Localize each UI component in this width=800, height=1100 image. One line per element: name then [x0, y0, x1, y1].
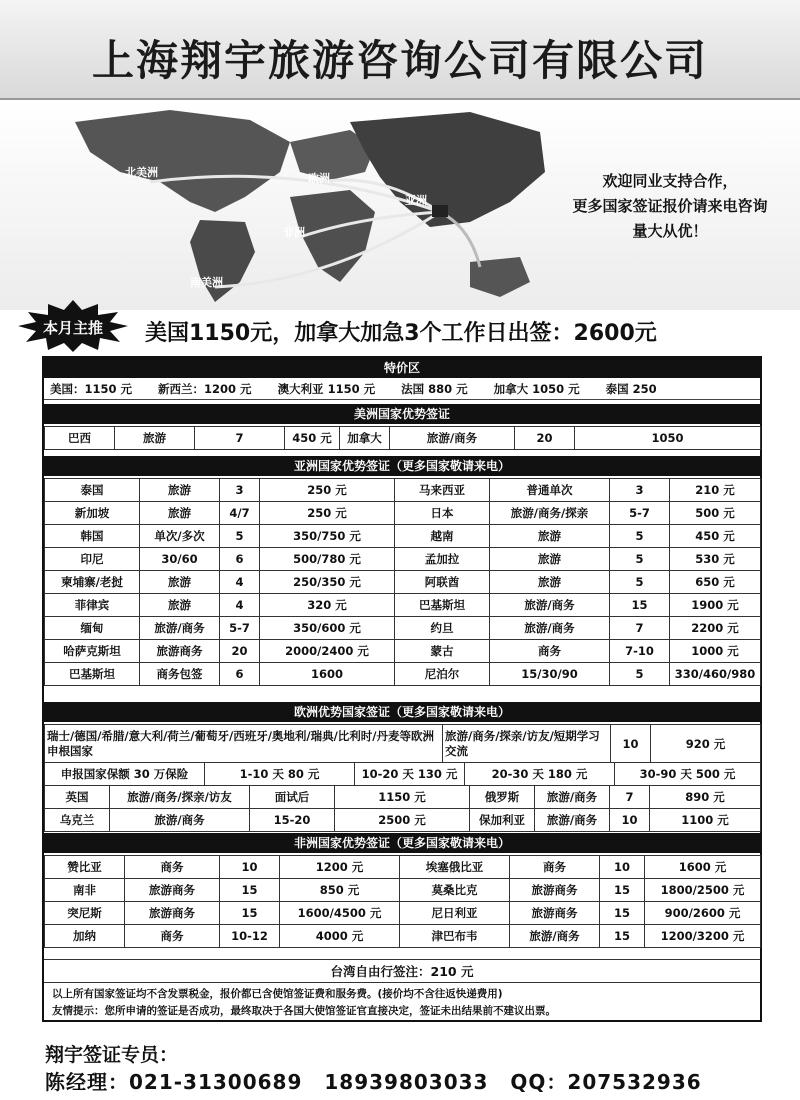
- table-cell: 赞比亚: [45, 856, 125, 879]
- europe-insurance-table: [44, 762, 761, 786]
- americas-table: [44, 426, 761, 450]
- world-map: [0, 102, 800, 310]
- table-cell: 尼泊尔: [395, 663, 490, 686]
- table-cell: 4000 元: [280, 925, 400, 948]
- label-south-america: 南美洲: [190, 276, 223, 289]
- table-cell: 10: [600, 856, 645, 879]
- table-cell: 津巴布韦: [400, 925, 510, 948]
- table-cell: 普通单次: [490, 479, 610, 502]
- table-cell: 1-10 天 80 元: [205, 763, 355, 786]
- table-row: [45, 879, 761, 902]
- promo-headline: 美国1150元，加拿大加急3个工作日出签：2600元: [145, 321, 657, 346]
- contact-info: [45, 1066, 716, 1095]
- table-cell: 巴西: [45, 427, 115, 450]
- table-row: [45, 856, 761, 879]
- table-cell: 加拿大: [340, 427, 390, 450]
- company-title: 上海翔宇旅游咨询公司有限公司: [91, 36, 708, 85]
- table-cell: 旅游/商务: [535, 809, 610, 832]
- table-cell: 1600: [260, 663, 395, 686]
- table-row: [45, 502, 761, 525]
- table-cell: 500 元: [670, 502, 761, 525]
- table-cell: 阿联酋: [395, 571, 490, 594]
- table-cell: 1000 元: [670, 640, 761, 663]
- table-row: [45, 663, 761, 686]
- table-cell: 新加坡: [45, 502, 140, 525]
- special-item: 澳大利亚 1150 元: [277, 382, 376, 396]
- table-row: [45, 640, 761, 663]
- table-cell: 6: [220, 663, 260, 686]
- label-africa: 非洲: [283, 226, 305, 239]
- table-cell: 旅游商务: [510, 879, 600, 902]
- table-cell: 2200 元: [670, 617, 761, 640]
- table-cell: 越南: [395, 525, 490, 548]
- section-africa: 非洲国家优势签证（更多国家敬请来电）: [44, 833, 760, 853]
- special-offers: [44, 378, 760, 400]
- table-cell: 旅游: [140, 502, 220, 525]
- section-special: 特价区: [44, 358, 760, 378]
- friendly-tip: 友情提示：您所申请的签证是否成功，最终取决于各国大使馆签证官直接决定，签证未出结果前不建议出票。: [52, 1005, 556, 1017]
- special-item: 加拿大 1050 元: [493, 382, 580, 396]
- table-cell: 旅游商务: [140, 640, 220, 663]
- schengen-price: 920 元: [651, 725, 761, 763]
- table-cell: 7-10: [610, 640, 670, 663]
- table-cell: 旅游: [140, 479, 220, 502]
- table-cell: 30/60: [140, 548, 220, 571]
- table-cell: 5: [610, 525, 670, 548]
- table-cell: 1200 元: [280, 856, 400, 879]
- table-cell: 500/780 元: [260, 548, 395, 571]
- table-cell: 2000/2400 元: [260, 640, 395, 663]
- asia-table: [44, 478, 761, 686]
- table-cell: 450 元: [670, 525, 761, 548]
- table-cell: 旅游/商务/探亲: [490, 502, 610, 525]
- table-cell: 1800/2500 元: [645, 879, 761, 902]
- table-cell: 320 元: [260, 594, 395, 617]
- table-cell: 7: [610, 786, 650, 809]
- price-table: [42, 356, 762, 1022]
- taiwan-offer: 台湾自由行签注：210 元: [44, 959, 760, 983]
- table-cell: 20-30 天 180 元: [465, 763, 615, 786]
- table-cell: 15: [220, 902, 280, 925]
- table-cell: 尼日利亚: [400, 902, 510, 925]
- table-cell: 约旦: [395, 617, 490, 640]
- table-cell: 250/350 元: [260, 571, 395, 594]
- special-item: 新西兰：1200 元: [158, 382, 252, 396]
- table-cell: 马来西亚: [395, 479, 490, 502]
- europe-table: [44, 785, 761, 832]
- table-cell: 15: [600, 879, 645, 902]
- table-cell: 旅游/商务: [490, 617, 610, 640]
- table-cell: 3: [220, 479, 260, 502]
- table-cell: 350/750 元: [260, 525, 395, 548]
- table-row: [45, 925, 761, 948]
- promo-badge: 本月主推: [42, 319, 103, 337]
- section-asia: 亚洲国家优势签证（更多国家敬请来电）: [44, 456, 760, 476]
- table-cell: 旅游商务: [125, 879, 220, 902]
- table-cell: 申报国家保额 30 万保险: [45, 763, 205, 786]
- qq-number: QQ：207532936: [510, 1070, 702, 1094]
- table-cell: 15: [610, 594, 670, 617]
- section-europe: 欧洲优势国家签证（更多国家敬请来电）: [44, 702, 760, 722]
- table-cell: 1100 元: [650, 809, 761, 832]
- schengen-type: 旅游/商务/探亲/访友/短期学习交流: [443, 725, 611, 763]
- slogan-line-1: 欢迎同业支持合作，: [602, 172, 738, 190]
- table-cell: 旅游/商务: [510, 925, 600, 948]
- manager-phone: 陈经理：021-31300689: [45, 1070, 303, 1094]
- table-cell: 250 元: [260, 479, 395, 502]
- table-cell: 旅游: [115, 427, 195, 450]
- table-cell: 5: [610, 548, 670, 571]
- table-cell: 旅游/商务: [140, 617, 220, 640]
- table-row: [45, 786, 761, 809]
- table-cell: 旅游: [490, 548, 610, 571]
- table-cell: 15: [220, 879, 280, 902]
- slogan-line-2: 更多国家签证报价请来电咨询: [572, 197, 768, 215]
- table-cell: 20: [220, 640, 260, 663]
- section-americas: 美洲国家优势签证: [44, 404, 760, 424]
- schengen-days: 10: [611, 725, 651, 763]
- contact-heading: 翔宇签证专员：: [45, 1044, 179, 1066]
- table-cell: 菲律宾: [45, 594, 140, 617]
- table-cell: 15-20: [250, 809, 335, 832]
- table-cell: 3: [610, 479, 670, 502]
- table-cell: 7: [610, 617, 670, 640]
- table-row: [45, 617, 761, 640]
- table-row: [45, 594, 761, 617]
- price-note: 以上所有国家签证均不含发票税金，报价都已含使馆签证费和服务费。(接价均不含往返快递费用): [52, 988, 503, 1000]
- table-row: [45, 902, 761, 925]
- table-cell: 5-7: [220, 617, 260, 640]
- table-cell: 蒙古: [395, 640, 490, 663]
- table-cell: 旅游: [490, 525, 610, 548]
- table-row: [45, 427, 761, 450]
- table-cell: 柬埔寨/老挝: [45, 571, 140, 594]
- table-cell: 英国: [45, 786, 110, 809]
- label-north-america: 北美洲: [125, 166, 158, 179]
- label-europe: 欧洲: [308, 172, 330, 185]
- table-cell: 旅游/商务: [110, 809, 250, 832]
- table-cell: 10-12: [220, 925, 280, 948]
- table-cell: 10: [610, 809, 650, 832]
- table-cell: 旅游: [490, 571, 610, 594]
- label-asia: 亚洲: [405, 194, 427, 207]
- table-cell: 5-7: [610, 502, 670, 525]
- table-cell: 210 元: [670, 479, 761, 502]
- table-row: [45, 763, 761, 786]
- table-cell: 1200/3200 元: [645, 925, 761, 948]
- table-cell: 10: [220, 856, 280, 879]
- table-cell: 商务包签: [140, 663, 220, 686]
- table-cell: 900/2600 元: [645, 902, 761, 925]
- table-cell: 泰国: [45, 479, 140, 502]
- special-item: 法国 880 元: [401, 382, 468, 396]
- table-cell: 南非: [45, 879, 125, 902]
- table-cell: 7: [195, 427, 285, 450]
- table-cell: 旅游商务: [510, 902, 600, 925]
- table-cell: 商务: [125, 925, 220, 948]
- table-cell: 890 元: [650, 786, 761, 809]
- table-cell: 俄罗斯: [470, 786, 535, 809]
- table-cell: 加纳: [45, 925, 125, 948]
- table-cell: 20: [515, 427, 575, 450]
- table-cell: 面试后: [250, 786, 335, 809]
- table-cell: 哈萨克斯坦: [45, 640, 140, 663]
- table-cell: 商务: [125, 856, 220, 879]
- table-cell: 旅游/商务: [490, 594, 610, 617]
- africa-table: [44, 855, 761, 948]
- table-cell: 15: [600, 902, 645, 925]
- slogan-line-3: 量大从优！: [632, 222, 708, 240]
- table-cell: 旅游/商务: [390, 427, 515, 450]
- table-cell: 乌克兰: [45, 809, 110, 832]
- table-row: [45, 479, 761, 502]
- table-cell: 330/460/980: [670, 663, 761, 686]
- table-cell: 30-90 天 500 元: [615, 763, 761, 786]
- table-cell: 巴基斯坦: [45, 663, 140, 686]
- table-cell: 缅甸: [45, 617, 140, 640]
- table-cell: 旅游: [140, 571, 220, 594]
- table-cell: 1600/4500 元: [280, 902, 400, 925]
- table-cell: 韩国: [45, 525, 140, 548]
- special-item: 泰国 250: [605, 382, 657, 396]
- table-cell: 4/7: [220, 502, 260, 525]
- table-cell: 450 元: [285, 427, 340, 450]
- table-cell: 埃塞俄比亚: [400, 856, 510, 879]
- table-row: [45, 571, 761, 594]
- table-cell: 5: [610, 571, 670, 594]
- table-cell: 莫桑比克: [400, 879, 510, 902]
- table-cell: 530 元: [670, 548, 761, 571]
- table-cell: 250 元: [260, 502, 395, 525]
- table-row: [45, 548, 761, 571]
- table-row: [45, 809, 761, 832]
- table-row: [45, 525, 761, 548]
- table-cell: 2500 元: [335, 809, 470, 832]
- table-cell: 350/600 元: [260, 617, 395, 640]
- table-cell: 商务: [490, 640, 610, 663]
- table-cell: 保加利亚: [470, 809, 535, 832]
- table-cell: 1150 元: [335, 786, 470, 809]
- schengen-countries: 瑞士/德国/希腊/意大利/荷兰/葡萄牙/西班牙/奥地利/瑞典/比利时/丹麦等欧洲申根国家: [45, 725, 443, 763]
- table-cell: 商务: [510, 856, 600, 879]
- table-cell: 850 元: [280, 879, 400, 902]
- table-cell: 5: [610, 663, 670, 686]
- table-cell: 旅游: [140, 594, 220, 617]
- table-cell: 单次/多次: [140, 525, 220, 548]
- table-cell: 孟加拉: [395, 548, 490, 571]
- table-cell: 旅游/商务: [535, 786, 610, 809]
- table-cell: 15/30/90: [490, 663, 610, 686]
- table-cell: 10-20 天 130 元: [355, 763, 465, 786]
- table-cell: 旅游/商务/探亲/访友: [110, 786, 250, 809]
- table-cell: 巴基斯坦: [395, 594, 490, 617]
- table-cell: 15: [600, 925, 645, 948]
- mobile-phone: 18939803033: [324, 1070, 489, 1094]
- table-cell: 日本: [395, 502, 490, 525]
- table-cell: 1900 元: [670, 594, 761, 617]
- table-cell: 1600 元: [645, 856, 761, 879]
- table-cell: 4: [220, 571, 260, 594]
- table-cell: 突尼斯: [45, 902, 125, 925]
- table-cell: 5: [220, 525, 260, 548]
- table-row: [45, 725, 761, 763]
- special-item: 美国：1150 元: [50, 382, 133, 396]
- table-cell: 6: [220, 548, 260, 571]
- table-cell: 4: [220, 594, 260, 617]
- table-cell: 印尼: [45, 548, 140, 571]
- table-cell: 650 元: [670, 571, 761, 594]
- europe-schengen-table: [44, 724, 761, 763]
- table-cell: 1050: [575, 427, 761, 450]
- table-cell: 旅游商务: [125, 902, 220, 925]
